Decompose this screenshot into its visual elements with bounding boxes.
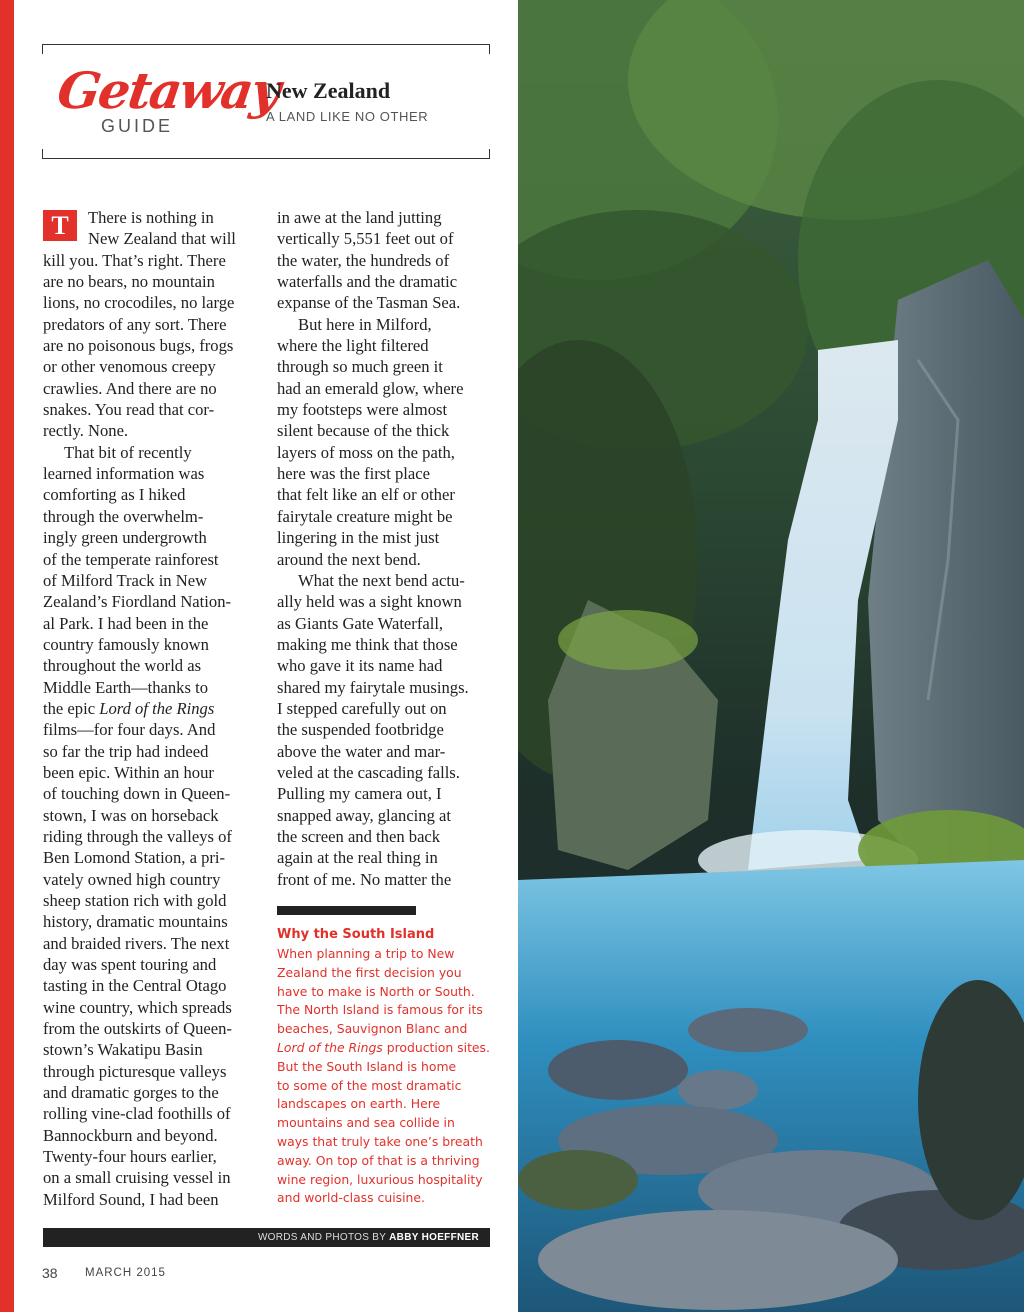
text-line: Pulling my camera out, I: [277, 784, 442, 804]
text-line: New Zealand that will: [88, 229, 236, 249]
text-line: riding through the valleys of: [43, 826, 232, 846]
header-tick: [489, 149, 490, 159]
header-tick: [42, 149, 43, 159]
text-line: waterfalls and the dramatic: [277, 272, 458, 292]
italic-line: the epic Lord of the Rings: [43, 698, 215, 718]
text-line: so far the trip had indeed: [43, 741, 209, 761]
header-top-rule: [42, 44, 490, 45]
text-line: wine region, luxurious hospitality: [277, 1171, 483, 1187]
text-line: When planning a trip to New: [277, 946, 455, 961]
text-line: of the temperate rainforest: [43, 549, 219, 569]
text-line: vertically 5,551 feet out of: [277, 229, 454, 249]
text-line: the suspended footbridge: [277, 720, 444, 740]
text-line: films—for four days. And: [43, 720, 216, 740]
article-column-2: [277, 207, 499, 890]
text-line: and world-class cuisine.: [277, 1190, 425, 1206]
text-line: lions, no crocodiles, no large: [43, 293, 235, 313]
text-line: rectly. None.: [43, 421, 129, 441]
text-line: lingering in the mist just: [277, 528, 440, 548]
paragraph-1: [43, 250, 269, 442]
text-line: around the next bend.: [277, 549, 421, 569]
text-line: expanse of the Tasman Sea.: [277, 293, 461, 313]
paragraph-2-continued: [43, 719, 269, 1210]
text-line: again at the real thing in: [277, 848, 438, 868]
text-line: are no bears, no mountain: [43, 272, 215, 292]
text-line: in awe at the land jutting: [277, 208, 442, 227]
sidebar-body: [277, 945, 490, 1208]
text-line: through picturesque valleys: [43, 1061, 227, 1081]
text-line: vately owned high country: [43, 869, 221, 889]
text-line: who gave it its name had: [277, 656, 443, 676]
text-line: that felt like an elf or other: [277, 485, 455, 505]
text-line: There is nothing in: [88, 208, 214, 227]
text-line: been epic. Within an hour: [43, 762, 214, 782]
text-line: and braided rivers. The next: [43, 933, 230, 953]
text-line: through so much green it: [277, 357, 443, 377]
text-line: Ben Lomond Station, a pri-: [43, 848, 226, 868]
text-line: the water, the hundreds of: [277, 250, 450, 270]
text-line: throughout the world as: [43, 656, 202, 676]
page-title: New Zealand: [266, 78, 391, 103]
text-line: snakes. You read that cor-: [43, 400, 215, 420]
text-line: fairytale creature might be: [277, 506, 453, 526]
text-line: of touching down in Queen-: [43, 784, 231, 804]
text-line: stown’s Wakatipu Basin: [43, 1040, 203, 1060]
text-line: the screen and then back: [277, 826, 441, 846]
text-line: wine country, which spreads: [43, 997, 232, 1017]
text-line: But the South Island is home: [277, 1058, 457, 1074]
sidebar-italic-line: Lord of the Rings production sites.: [277, 1039, 490, 1055]
text-line: Milford Sound, I had been: [43, 1189, 219, 1209]
text-line: landscapes on earth. Here: [277, 1096, 441, 1112]
text-line: or other venomous creepy: [43, 357, 216, 377]
credit-bar: WORDS AND PHOTOS BY ABBY HOEFFNER: [43, 1228, 490, 1247]
text-line: What the next bend actu-: [298, 570, 465, 590]
text-line: comforting as I hiked: [43, 485, 186, 505]
text-line: shared my fairytale musings.: [277, 677, 469, 697]
text-line: here was the first place: [277, 464, 430, 484]
text-line: The North Island is famous for its: [277, 1002, 483, 1018]
paragraph-4: [277, 570, 499, 890]
text-line: making me think that those: [277, 634, 458, 654]
text-line: layers of moss on the path,: [277, 442, 455, 462]
paragraph-continued: [277, 207, 499, 314]
text-line: ways that truly take one’s breath: [277, 1133, 483, 1149]
waterfall-photo: [518, 0, 1024, 1312]
text-line: from the outskirts of Queen-: [43, 1019, 232, 1039]
text-line: silent because of the thick: [277, 421, 450, 441]
text-line: crawlies. And there are no: [43, 378, 217, 398]
text-line: on a small cruising vessel in: [43, 1168, 231, 1188]
text-line: stown, I was on horseback: [43, 805, 219, 825]
text-line: Zealand the first decision you: [277, 964, 462, 980]
article-column-1: [43, 207, 269, 1210]
drop-cap: T: [43, 210, 77, 241]
text-line: predators of any sort. There: [43, 314, 227, 334]
page-number: 38: [42, 1265, 58, 1281]
text-line: That bit of recently: [64, 442, 192, 462]
text-line: above the water and mar-: [277, 741, 446, 761]
text-line: where the light filtered: [277, 336, 429, 356]
text-line: beaches, Sauvignon Blanc and: [277, 1021, 468, 1037]
text-line: as Giants Gate Waterfall,: [277, 613, 444, 633]
text-line: Bannockburn and beyond.: [43, 1125, 218, 1145]
header-bottom-rule: [42, 158, 490, 159]
guide-label: GUIDE: [101, 116, 174, 136]
text-line: mountains and sea collide in: [277, 1115, 455, 1131]
text-line: al Park. I had been in the: [43, 613, 209, 633]
text-line: ingly green undergrowth: [43, 528, 207, 548]
text-line: ally held was a sight known: [277, 592, 462, 612]
text-line: and dramatic gorges to the: [43, 1083, 219, 1103]
text-line: Twenty-four hours earlier,: [43, 1147, 217, 1167]
text-line: have to make is North or South.: [277, 983, 475, 999]
red-edge-strip: [0, 0, 14, 1312]
issue-date: MARCH 2015: [85, 1267, 166, 1279]
paragraph-2: [43, 442, 269, 698]
header-tick: [489, 44, 490, 54]
text-line: Zealand’s Fiordland Nation-: [43, 592, 232, 612]
text-line: day was spent touring and: [43, 955, 217, 975]
text-line: are no poisonous bugs, frogs: [43, 336, 234, 356]
text-line: rolling vine-clad foothills of: [43, 1104, 231, 1124]
text-line: I stepped carefully out on: [277, 698, 447, 718]
text-line: kill you. That’s right. There: [43, 250, 226, 270]
text-line: veled at the cascading falls.: [277, 762, 460, 782]
page-subtitle: A LAND LIKE NO OTHER: [266, 109, 429, 124]
text-line: through the overwhelm-: [43, 506, 204, 526]
text-line: front of me. No matter the: [277, 869, 452, 889]
text-line: away. On top of that is a thriving: [277, 1152, 480, 1168]
getaway-logo: Getaway: [53, 61, 283, 120]
sidebar-bar: [277, 906, 416, 915]
text-line: learned information was: [43, 464, 205, 484]
text-line: had an emerald glow, where: [277, 378, 464, 398]
paragraph-3: [277, 314, 499, 570]
dropcap-lines: [43, 207, 269, 250]
sidebar-heading: Why the South Island: [277, 927, 435, 942]
text-line: of Milford Track in New: [43, 570, 208, 590]
text-line: my footsteps were almost: [277, 400, 448, 420]
text-line: tasting in the Central Otago: [43, 976, 227, 996]
text-line: But here in Milford,: [298, 314, 432, 334]
text-line: country famously known: [43, 634, 209, 654]
text-line: snapped away, glancing at: [277, 805, 452, 825]
text-line: to some of the most dramatic: [277, 1077, 462, 1093]
text-line: sheep station rich with gold: [43, 891, 227, 910]
text-line: history, dramatic mountains: [43, 912, 228, 932]
header-tick: [42, 44, 43, 54]
text-line: Middle Earth—thanks to: [43, 677, 208, 697]
